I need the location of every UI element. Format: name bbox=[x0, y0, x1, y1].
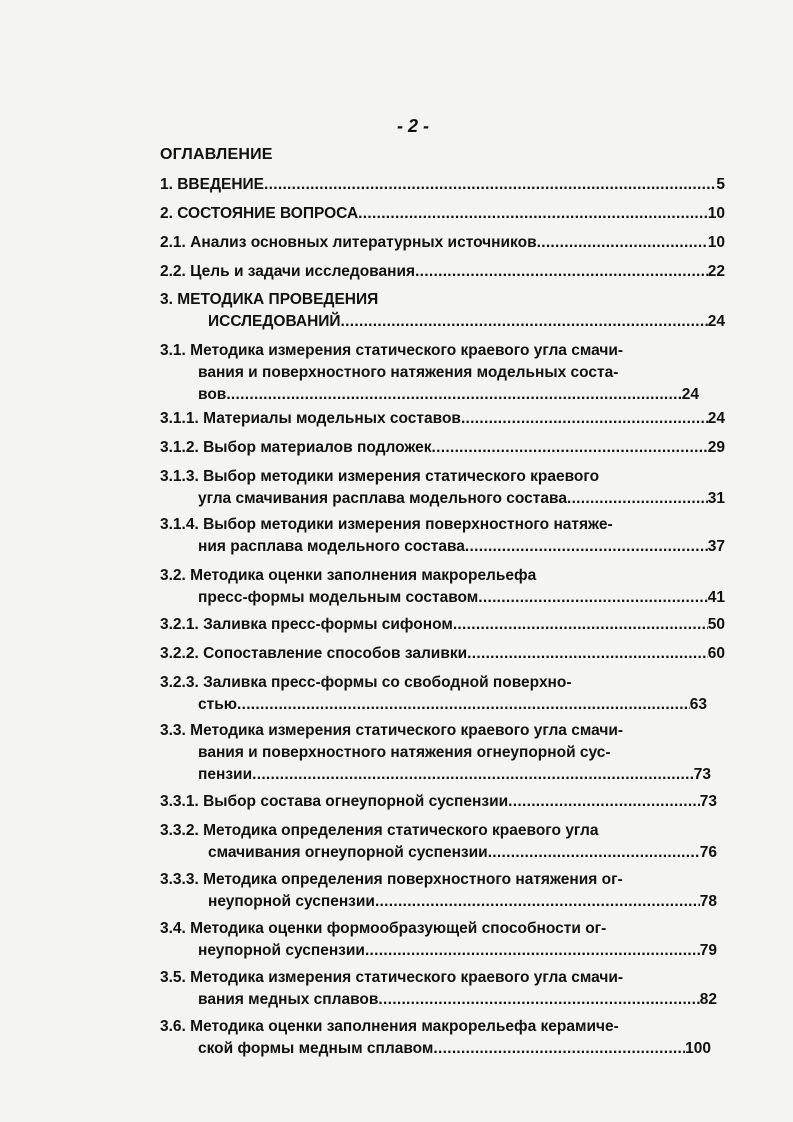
toc-entry-title: 3.2.3. Заливка пресс-формы со свободной поверхно- bbox=[160, 674, 572, 691]
toc-entry-page: 79 bbox=[699, 942, 717, 959]
toc-entry bbox=[160, 869, 725, 913]
toc-entry-page: 73 bbox=[699, 793, 717, 810]
toc-entry-page: 10 bbox=[707, 205, 725, 222]
toc-entry-title-cont: ской формы медным сплавом bbox=[198, 1040, 434, 1057]
toc-entry-page: 5 bbox=[716, 176, 725, 193]
toc-entry-title: 3.1.2. Выбор материалов подложек bbox=[160, 439, 432, 456]
toc-entry bbox=[160, 289, 725, 333]
toc-entry-title-cont: вания и поверхностного натяжения модельных соста- bbox=[198, 364, 619, 381]
toc-entry-title-cont: неупорной суспензии bbox=[208, 893, 375, 910]
toc-entry-page: 50 bbox=[707, 616, 725, 633]
toc-entry bbox=[160, 203, 725, 225]
toc-entry-page: 76 bbox=[699, 844, 717, 861]
toc-entry-title: 3.4. Методика оценки формообразующей способности ог- bbox=[160, 920, 607, 937]
toc-entry-page: 29 bbox=[707, 439, 725, 456]
toc-entry-title-cont: ния расплава модельного состава bbox=[198, 538, 465, 555]
toc-entry-title: 3.1.4. Выбор методики измерения поверхностного натяже- bbox=[160, 516, 613, 533]
toc-entry-title: 3.1.3. Выбор методики измерения статического краевого bbox=[160, 468, 600, 485]
toc-entry-title: 2. СОСТОЯНИЕ ВОПРОСА bbox=[160, 205, 359, 222]
toc-entry-page: 82 bbox=[699, 991, 717, 1008]
toc-entry bbox=[160, 720, 725, 786]
toc-entry-page: 24 bbox=[707, 313, 725, 330]
toc-entry-title-cont: вов bbox=[198, 386, 227, 403]
toc-entry bbox=[160, 408, 725, 430]
toc-entry-title-cont: стью bbox=[198, 696, 237, 713]
toc-entry bbox=[160, 1016, 725, 1060]
toc-heading: ОГЛАВЛЕНИЕ bbox=[160, 146, 273, 163]
toc-entry-title-cont: смачивания огнеупорной суспензии bbox=[208, 844, 488, 861]
toc-entry-page: 37 bbox=[707, 538, 725, 555]
toc-entry-title-cont: ИССЛЕДОВАНИЙ bbox=[208, 313, 341, 330]
toc-entry-page: 10 bbox=[707, 234, 725, 251]
toc-entry bbox=[160, 232, 725, 254]
toc-entry-title-cont: неупорной суспензии bbox=[198, 942, 365, 959]
toc-entry-title-cont: вания медных сплавов bbox=[198, 991, 379, 1008]
toc-entry bbox=[160, 437, 725, 459]
toc-entry-title-cont: пензии bbox=[198, 766, 253, 783]
toc-entry bbox=[160, 643, 725, 665]
page-number: - 2 - bbox=[396, 116, 429, 136]
toc-entry-title: 3.5. Методика измерения статического краевого угла смачи- bbox=[160, 969, 624, 986]
toc-entry-title: 2.2. Цель и задачи исследования bbox=[160, 263, 416, 280]
toc-entry-page: 60 bbox=[707, 645, 725, 662]
toc-entry bbox=[160, 174, 725, 196]
toc-entry-title: 3.3. Методика измерения статического краевого угла смачи- bbox=[160, 722, 624, 739]
toc-entry-title: 3. МЕТОДИКА ПРОВЕДЕНИЯ bbox=[160, 291, 379, 308]
toc-entry-page: 24 bbox=[707, 410, 725, 427]
toc-entry bbox=[160, 614, 725, 636]
toc-entry-title: 3.1.1. Материалы модельных составов bbox=[160, 410, 461, 427]
toc-entry-title: 3.3.1. Выбор состава огнеупорной суспензии bbox=[160, 793, 509, 810]
toc-entry-title: 3.3.3. Методика определения поверхностного натяжения ог- bbox=[160, 871, 623, 888]
toc-entry bbox=[160, 672, 725, 716]
toc-entry-page: 22 bbox=[707, 263, 725, 280]
toc-entry-page: 31 bbox=[707, 490, 725, 507]
toc-entry-title: 3.2.2. Сопоставление способов заливки bbox=[160, 645, 468, 662]
toc-entry bbox=[160, 466, 725, 510]
toc-entry bbox=[160, 967, 725, 1011]
toc-entry-title: 3.3.2. Методика определения статического краевого угла bbox=[160, 822, 599, 839]
toc-entry-title: 3.2.1. Заливка пресс-формы сифоном bbox=[160, 616, 453, 633]
toc-entry-title: 3.6. Методика оценки заполнения макрорельефа керамиче- bbox=[160, 1018, 619, 1035]
toc-entry-page: 41 bbox=[707, 589, 725, 606]
toc-entry bbox=[160, 820, 725, 864]
toc-entry-title: 2.1. Анализ основных литературных источников bbox=[160, 234, 537, 251]
toc-entry-title-cont: пресс-формы модельным составом bbox=[198, 589, 479, 606]
toc-entry bbox=[160, 514, 725, 558]
toc-entry-page: 73 bbox=[693, 766, 711, 783]
toc-entry-page: 100 bbox=[685, 1040, 711, 1057]
toc-entry-page: 24 bbox=[681, 386, 699, 403]
toc-entry bbox=[160, 565, 725, 609]
toc-entry bbox=[160, 261, 725, 283]
toc-entry-title: 1. ВВЕДЕНИЕ bbox=[160, 176, 265, 193]
toc-entry-title: 3.1. Методика измерения статического краевого угла смачи- bbox=[160, 342, 624, 359]
toc-entry-title: 3.2. Методика оценки заполнения макрорельефа bbox=[160, 567, 537, 584]
toc-entry-page: 78 bbox=[699, 893, 717, 910]
toc-entry bbox=[160, 918, 725, 962]
toc-entry bbox=[160, 791, 725, 813]
toc-entry bbox=[160, 340, 725, 406]
toc-entry-page: 63 bbox=[689, 696, 707, 713]
toc-entry-title-cont: угла смачивания расплава модельного состава bbox=[198, 490, 567, 507]
toc-entry-title-cont: вания и поверхностного натяжения огнеупорной сус- bbox=[198, 744, 611, 761]
